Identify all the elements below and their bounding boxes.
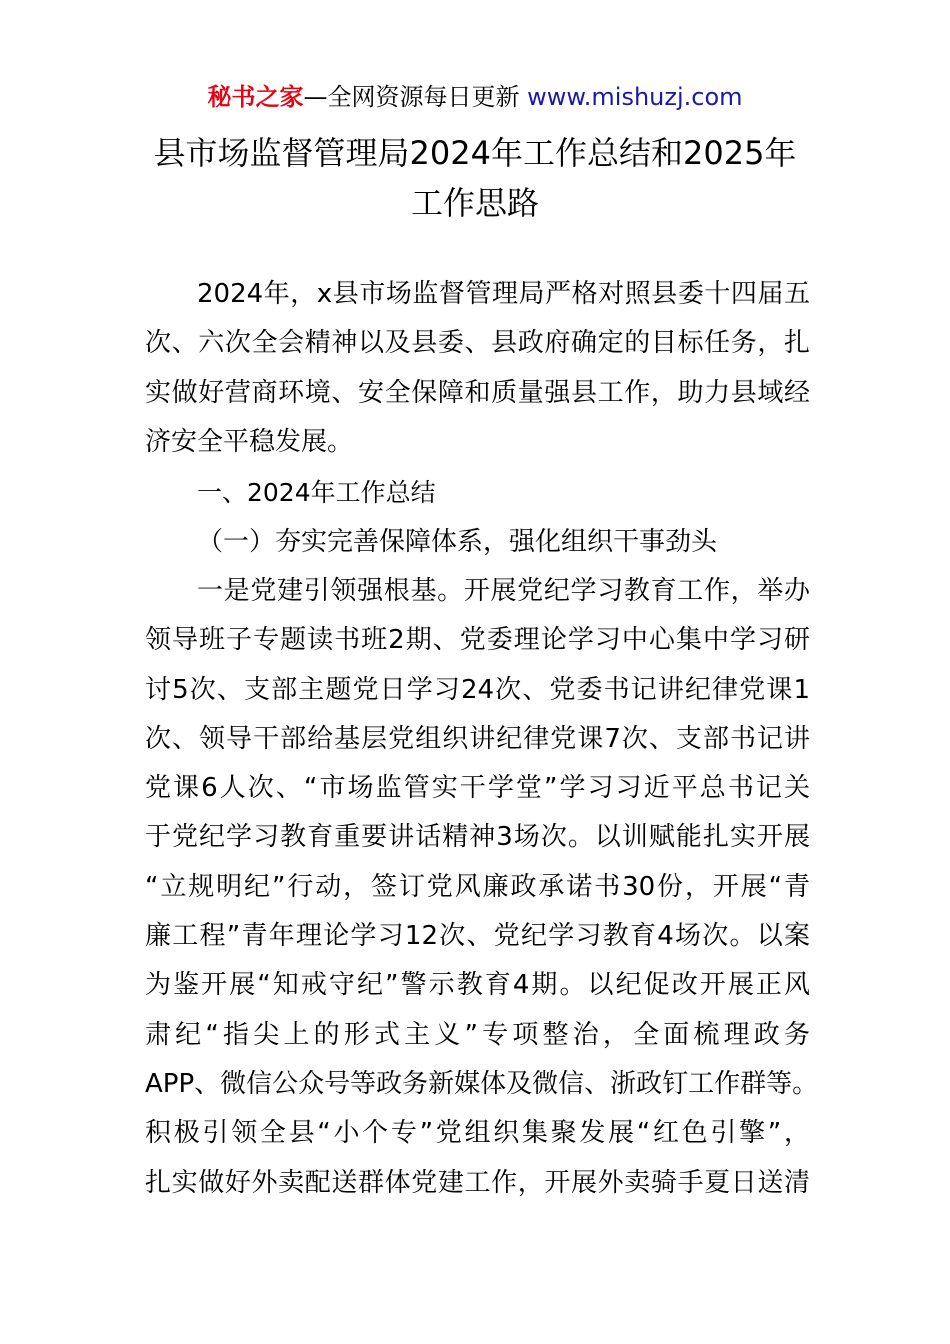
- site-brand: 秘书之家: [207, 83, 304, 111]
- document-title-line: 工作思路: [410, 184, 539, 222]
- body-paragraph: [145, 567, 819, 1208]
- paragraph-line: 党课6人次、“市场监管实干学堂”学习习近平总书记关: [145, 773, 810, 804]
- paragraph-line: 次、领导干部给基层党组织讲纪律党课7次、支部书记讲: [145, 723, 810, 754]
- subsection-heading: [145, 518, 810, 567]
- paragraph-line: “立规明纪”行动，签订党风廉政承诺书30份，开展“青: [145, 871, 810, 902]
- paragraph-line: 廉工程”青年理论学习12次、党纪学习教育4场次。以案: [145, 921, 810, 952]
- section-heading: [145, 468, 810, 517]
- paragraph-line: 肃纪“指尖上的形式主义”专项整治，全面梳理政务: [145, 1019, 810, 1050]
- paragraph-line: 为鉴开展“知戒守纪”警示教育4期。以纪促改开展正风: [145, 970, 810, 1001]
- site-tagline: —全网资源每日更新: [303, 83, 528, 111]
- paragraph-line: 济安全平稳发展。: [145, 426, 354, 457]
- paragraph-line: 次、六次全会精神以及县委、县政府确定的目标任务，扎: [145, 328, 810, 359]
- paragraph-line: 讨5次、支部主题党日学习24次、党委书记讲纪律党课1: [145, 674, 810, 705]
- intro-paragraph: [145, 270, 810, 467]
- paragraph-line: 于党纪学习教育重要讲话精神3场次。以训赋能扎实开展: [145, 822, 810, 853]
- paragraph-line: 领导班子专题读书班2期、党委理论学习中心集中学习研: [145, 625, 810, 656]
- paragraph-line: APP、微信公众号等政务新媒体及微信、浙政钉工作群等。: [145, 1068, 819, 1099]
- paragraph-line: 扎实做好外卖配送群体党建工作，开展外卖骑手夏日送清: [145, 1167, 810, 1198]
- paragraph-line: 实做好营商环境、安全保障和质量强县工作，助力县域经: [145, 377, 810, 408]
- paragraph-line: 2024年，x县市场监督管理局严格对照县委十四届五: [197, 279, 810, 309]
- site-banner: [0, 82, 950, 112]
- site-url-link[interactable]: www.mishuzj.com: [527, 83, 743, 111]
- section-heading-text: 一、2024年工作总结: [197, 478, 436, 507]
- paragraph-line: 积极引领全县“小个专”党组织集聚发展“红色引擎”，: [145, 1118, 810, 1149]
- document-title-line: 县市场监督管理局2024年工作总结和2025年: [153, 134, 797, 172]
- document-title: [0, 128, 950, 228]
- paragraph-line: 一是党建引领强根基。开展党纪学习教育工作，举办: [197, 576, 810, 606]
- subsection-heading-text: （一）夯实完善保障体系，强化组织干事劲头: [197, 527, 718, 557]
